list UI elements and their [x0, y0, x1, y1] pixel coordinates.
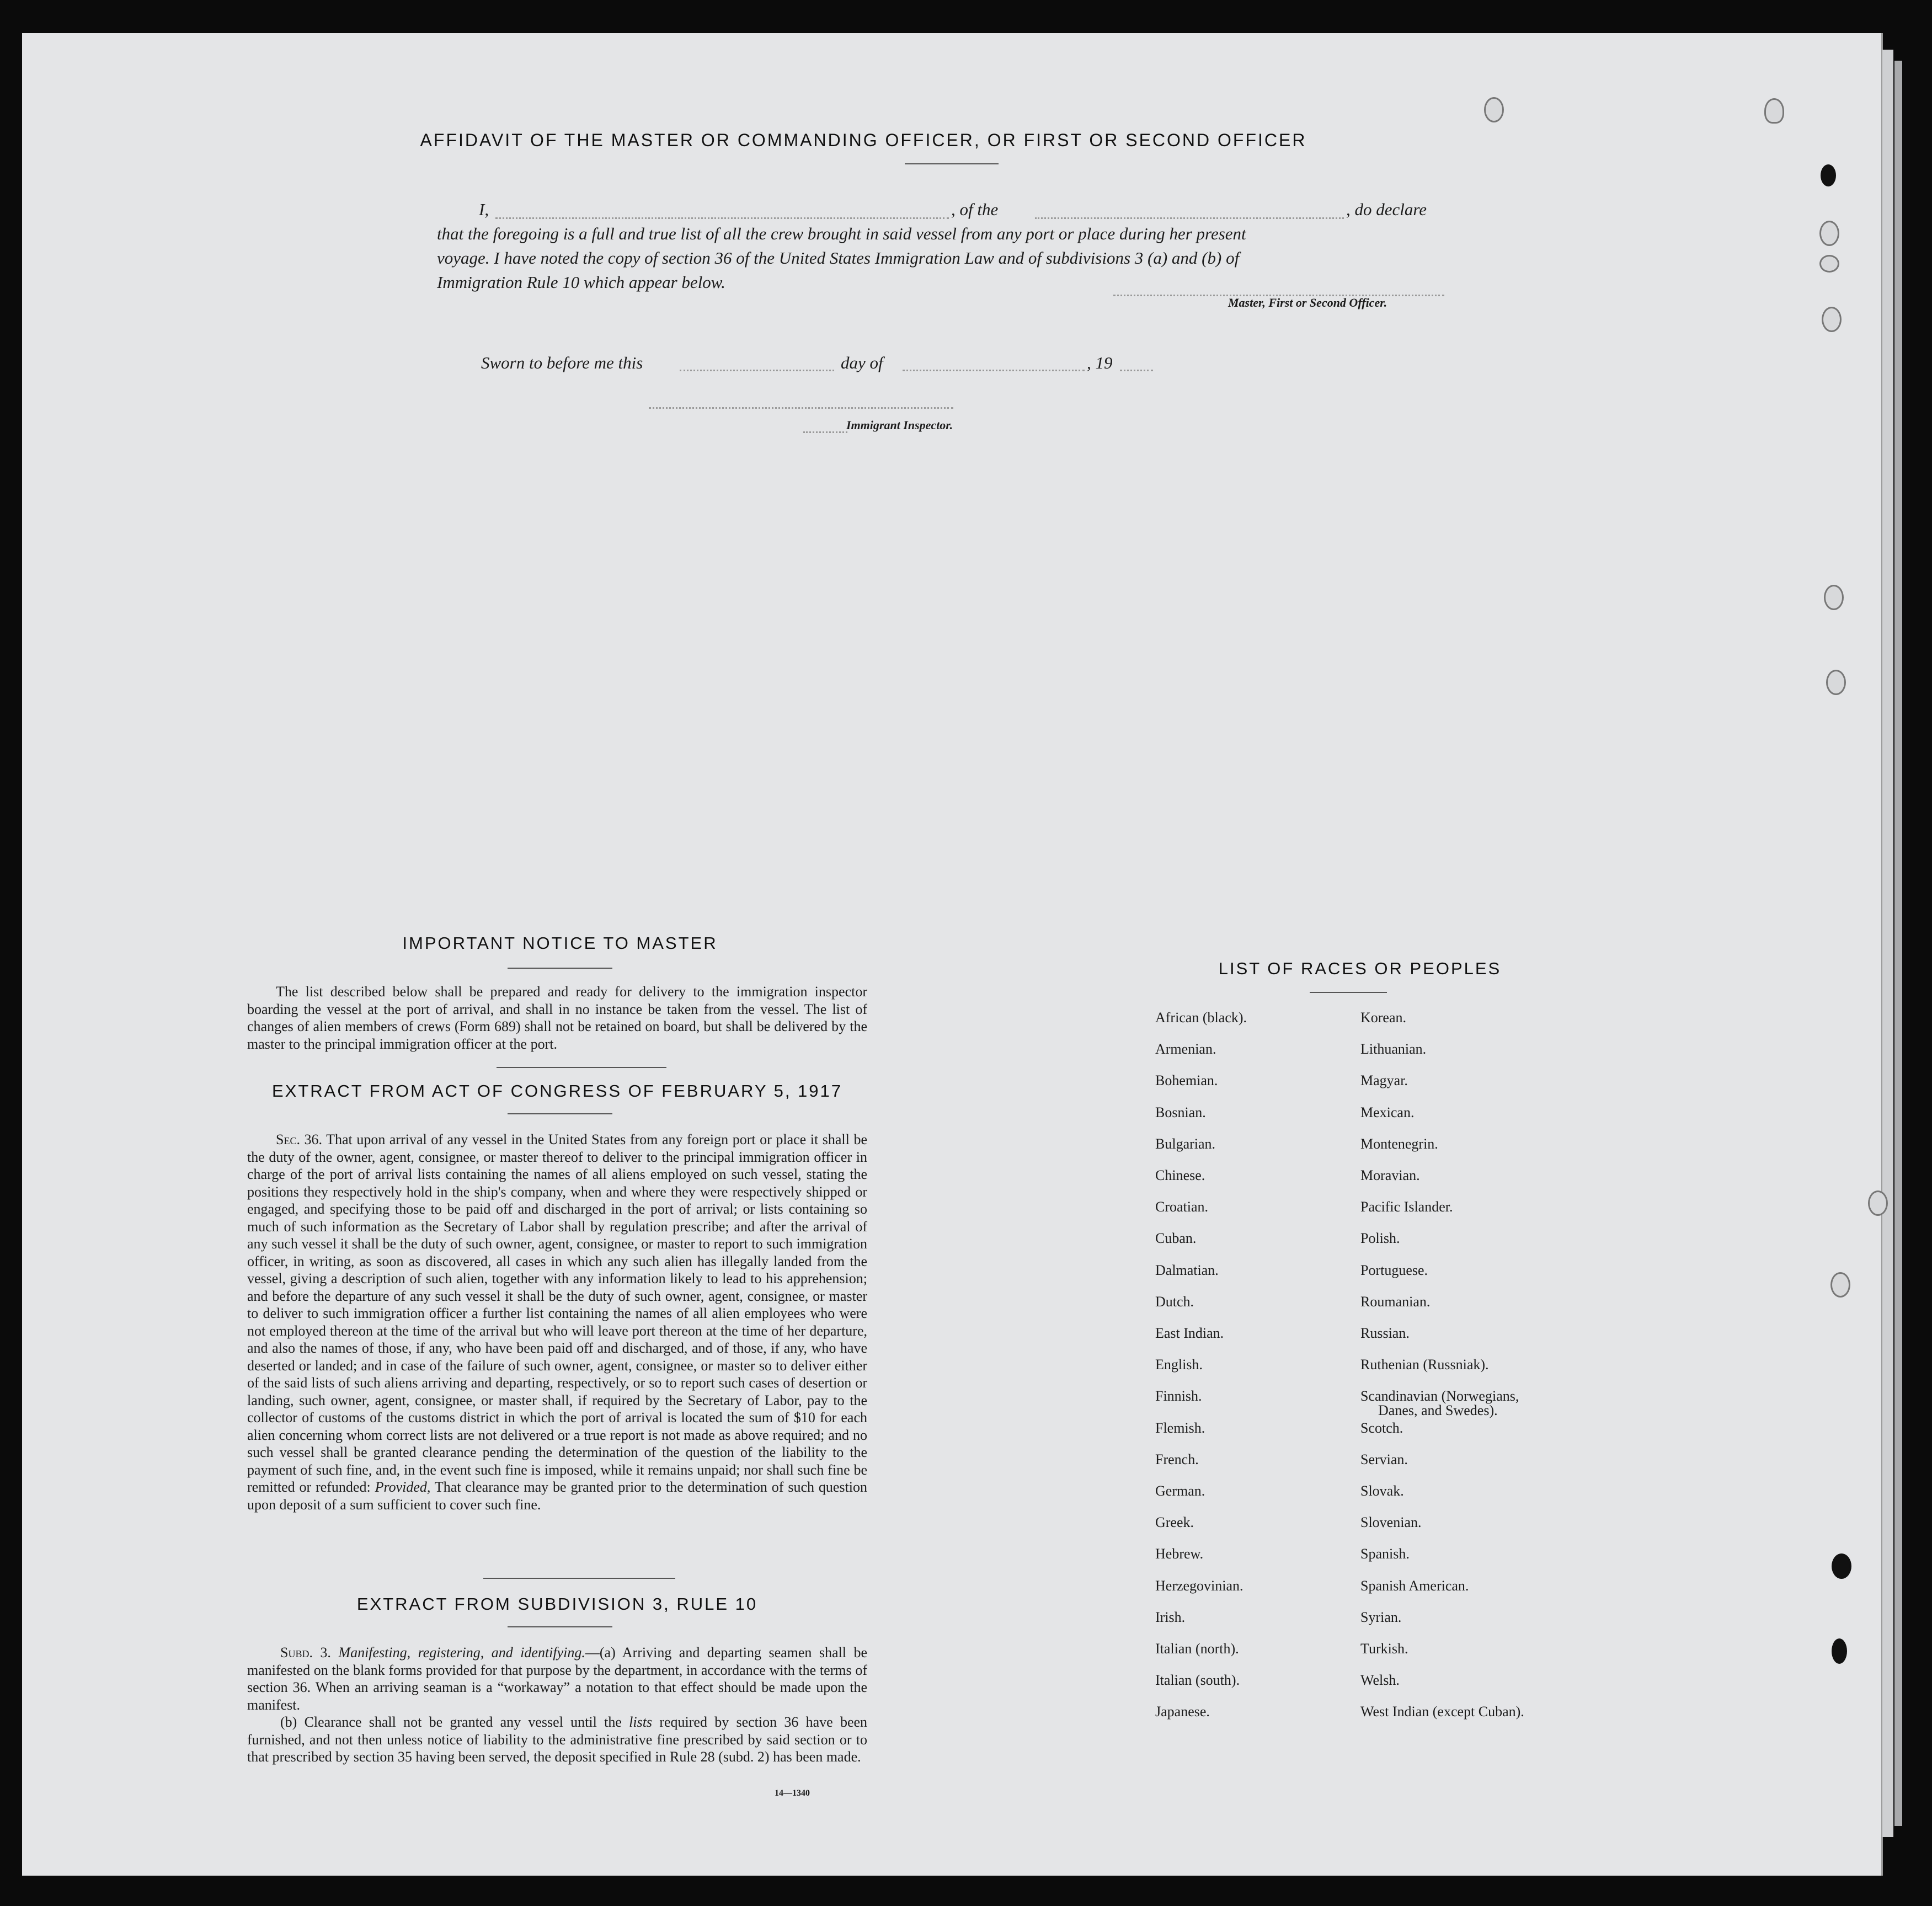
notice-text: The list described below shall be prepared and ready for delivery to the immigration inspector boarding the vessel at the port of arrival, and shall in no instance be taken from the vessel. The list of changes of alien members of crews (Form 689) shall not be retained on board, but shall be delivered by the master to the principal immigration officer at the port.	[247, 984, 867, 1052]
race-item: Bohemian.	[1155, 1072, 1218, 1089]
race-item: Slovenian.	[1360, 1514, 1422, 1531]
race-item: African (black).	[1155, 1010, 1247, 1026]
race-item: Servian.	[1360, 1451, 1408, 1467]
punch-hole-icon	[1832, 1638, 1847, 1664]
race-item: Korean.	[1360, 1010, 1407, 1026]
race-item: Italian (south).	[1155, 1672, 1240, 1689]
race-item: East Indian.	[1155, 1325, 1224, 1341]
race-item: Spanish American.	[1360, 1577, 1469, 1594]
divider	[508, 1626, 612, 1627]
race-item: Dalmatian.	[1155, 1262, 1219, 1278]
race-item: Finnish.	[1155, 1388, 1202, 1405]
race-item: Lithuanian.	[1360, 1041, 1427, 1058]
punch-hole-icon	[1821, 164, 1836, 186]
race-item: Hebrew.	[1155, 1546, 1204, 1562]
extract-rule-title: EXTRACT FROM SUBDIVISION 3, RULE 10	[356, 1594, 758, 1614]
year-label: , 19	[1087, 353, 1113, 372]
sworn-label: Sworn to before me this	[481, 353, 643, 372]
affidavit-line: voyage. I have noted the copy of section 36 of the United States Immigration Law and of subdivisions 3 (a) and (b) of	[437, 248, 1240, 268]
divider	[905, 163, 999, 164]
race-item: Greek.	[1155, 1514, 1194, 1531]
name-blank[interactable]	[495, 217, 949, 219]
race-item: Mexican.	[1360, 1104, 1415, 1120]
race-item: Pacific Islander.	[1360, 1199, 1453, 1215]
affidavit-line: that the foregoing is a full and true list of all the crew brought in said vessel from any port or place during her present	[437, 224, 1246, 243]
race-item: Scotch.	[1360, 1419, 1403, 1436]
inspector-signature-blank[interactable]	[649, 407, 953, 409]
divider	[508, 968, 612, 969]
race-item: Scandinavian (Norwegians,	[1360, 1388, 1519, 1405]
affidavit-title: AFFIDAVIT OF THE MASTER OR COMMANDING OFFICER, OR FIRST OR SECOND OFFICER	[420, 130, 1307, 150]
divider	[483, 1578, 675, 1579]
race-item: English.	[1155, 1357, 1203, 1373]
punch-hole-icon	[1764, 98, 1784, 124]
punch-hole-icon	[1830, 1272, 1850, 1298]
signer-caption: Master, First or Second Officer.	[1228, 296, 1387, 309]
race-item: Magyar.	[1360, 1072, 1408, 1089]
divider	[497, 1067, 666, 1068]
race-item: Welsh.	[1360, 1672, 1400, 1689]
inspector-caption: Immigrant Inspector.	[846, 418, 953, 432]
race-item: West Indian (except Cuban).	[1360, 1704, 1524, 1720]
day-of-label: day of	[841, 353, 883, 372]
vessel-blank[interactable]	[1035, 217, 1344, 219]
race-item: Flemish.	[1155, 1419, 1205, 1436]
race-item: Bulgarian.	[1155, 1135, 1216, 1152]
punch-hole-icon	[1868, 1190, 1888, 1216]
race-item: Moravian.	[1360, 1167, 1420, 1183]
race-item: Turkish.	[1360, 1641, 1408, 1657]
race-item: Roumanian.	[1360, 1293, 1431, 1310]
affidavit-i: I,	[479, 200, 489, 219]
race-item: Cuban.	[1155, 1230, 1197, 1247]
punch-hole-icon	[1819, 221, 1839, 246]
inspector-dots	[803, 431, 847, 433]
punch-hole-icon	[1826, 670, 1846, 695]
race-item: Spanish.	[1360, 1546, 1410, 1562]
affidavit-of-the: , of the	[951, 200, 999, 219]
subdivision-3-text: Subd. 3. Manifesting, registering, and identifying.—(a) Arriving and departing seamen shall be manifested on the blank forms provided for that purpose by the department, in accordance with the terms of section 36. When an arriving seaman is a “workaway” a notation to that effect should be made upon the manifest. (b) Clearance shall not be granted any vessel until the lists required by section 36 have been furnished, and not then unless notice of liability to the administrative fine prescribed by said section or to that prescribed by section 35 having been served, the deposit specified in Rule 28 (subd. 2) has been made.	[247, 1645, 868, 1765]
race-item: German.	[1155, 1483, 1205, 1499]
page-edge	[1882, 50, 1893, 1837]
punch-hole-icon	[1832, 1553, 1851, 1579]
race-item: Bosnian.	[1155, 1104, 1206, 1120]
notice-title: IMPORTANT NOTICE TO MASTER	[402, 933, 718, 953]
punch-hole-icon	[1484, 97, 1504, 122]
punch-hole-icon	[1824, 585, 1844, 610]
section-36-text: Sec. 36. That upon arrival of any vessel in the United States from any foreign port or place it shall be the duty of the owner, agent, consignee, or master thereof to deliver to the principal immigration officer in charge of the port of arrival lists containing the names of all aliens employed on such vessel, stating the positions they respectively hold in the ship's company, when and where they were respectively shipped or engaged, and specifying those to be paid off and discharged in the port of arrival; or lists containing so much of such information as the Secretary of Labor shall by regulation prescribe; and after the arrival of any such vessel it shall be the duty of such owner, agent, consignee, or master to report to such immigration officer, in writing, as soon as discovered, all cases in which any such alien has illegally landed from the vessel, giving a description of such alien, together with any information likely to lead to his apprehension; and before the departure of any such vessel it shall be the duty of such owner, agent, consignee, or master to deliver to such immigration officer a further list containing the names of all alien employees who were not employed thereon at the time of the arrival but who will leave port thereon at the time of her departure, and also the names of those, if any, who have been paid off and discharged, and of those, if any, who have deserted or landed; and in case of the failure of such owner, agent, consignee, or master so to deliver either of the said lists of such aliens arriving and departing, respectively, or so to report such cases of desertion or landing, such owner, agent, consignee, or master shall, if required by the Secretary of Labor, pay to the collector of customs of the customs district in which the port of arrival is located the sum of $10 for each alien concerning whom correct lists are not delivered or a true report is not made as above required; and no such vessel shall be granted clearance pending the determination of the question of the liability to the payment of such fine, and, in the event such fine is imposed, while it remains unpaid; nor shall such fine be remitted or refunded: Provided, That clearance may be granted prior to the determination of such question upon deposit of a sum sufficient to cover such fine.	[247, 1131, 867, 1513]
race-item: Portuguese.	[1360, 1262, 1428, 1278]
race-item: Syrian.	[1360, 1609, 1402, 1625]
race-item: Italian (north).	[1155, 1641, 1239, 1657]
race-item: Herzegovinian.	[1155, 1577, 1243, 1594]
race-item: Armenian.	[1155, 1041, 1216, 1058]
year-blank[interactable]	[1120, 370, 1153, 371]
day-blank[interactable]	[680, 370, 834, 371]
race-item: Japanese.	[1155, 1704, 1210, 1720]
punch-hole-icon	[1819, 255, 1839, 273]
form-number: 14—1340	[775, 1788, 810, 1798]
month-blank[interactable]	[903, 370, 1085, 371]
affidavit-line: Immigration Rule 10 which appear below.	[437, 273, 725, 292]
race-item: Slovak.	[1360, 1483, 1404, 1499]
page-edge	[1894, 61, 1902, 1826]
divider	[508, 1113, 612, 1114]
race-item: Polish.	[1360, 1230, 1400, 1247]
race-continuation: Danes, and Swedes).	[1378, 1402, 1498, 1418]
divider	[1310, 992, 1387, 993]
race-item: French.	[1155, 1451, 1199, 1467]
extract-act-title: EXTRACT FROM ACT OF CONGRESS OF FEBRUARY 5, 1917	[271, 1081, 843, 1101]
punch-hole-icon	[1822, 307, 1842, 332]
race-item: Montenegrin.	[1360, 1135, 1438, 1152]
race-item: Ruthenian (Russniak).	[1360, 1357, 1489, 1373]
affidavit-declare: , do declare	[1346, 200, 1427, 219]
races-title: LIST OF RACES OR PEOPLES	[1218, 959, 1502, 978]
race-item: Dutch.	[1155, 1293, 1194, 1310]
race-item: Russian.	[1360, 1325, 1410, 1341]
race-item: Croatian.	[1155, 1199, 1209, 1215]
race-item: Irish.	[1155, 1609, 1186, 1625]
race-item: Chinese.	[1155, 1167, 1205, 1183]
